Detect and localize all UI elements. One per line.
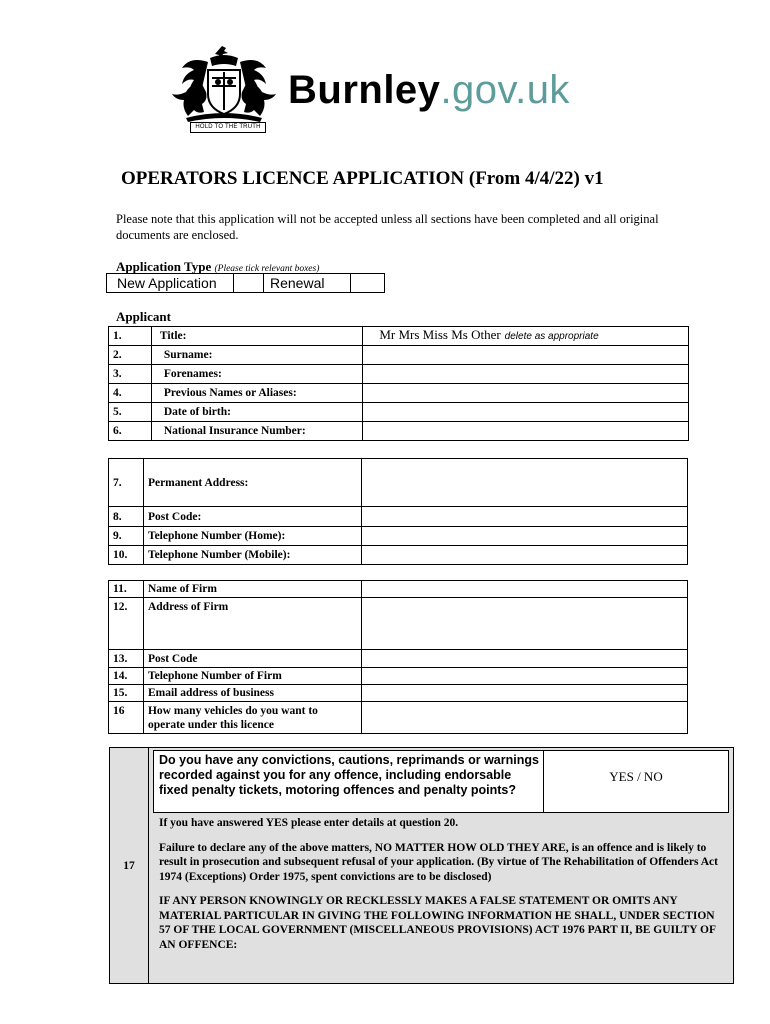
brand-domain: .gov.uk [440,68,570,112]
title-field[interactable] [363,327,689,346]
option-renewal: Renewal [264,274,351,292]
firm-name-field[interactable] [361,581,687,598]
field-label: Date of birth: [151,403,362,422]
table-row [109,327,689,346]
row-number: 10. [109,546,144,565]
field-label: Address of Firm [143,598,361,650]
vehicle-count-field[interactable] [361,702,687,734]
applicant-table [108,326,689,441]
address-table [108,458,688,565]
field-label: Telephone Number (Home): [143,527,361,546]
convictions-section [109,747,734,984]
row-number: 14. [109,668,144,685]
firm-table [108,580,688,734]
field-label: Telephone Number of Firm [143,668,361,685]
surname-field[interactable] [363,346,689,365]
row-number: 8. [109,507,144,527]
yes-no-answer[interactable]: YES / NO [544,750,729,813]
convictions-guidance [159,816,724,952]
forenames-field[interactable] [363,365,689,384]
row-number: 15. [109,685,144,702]
table-row [109,459,688,507]
row-number: 7. [109,459,144,507]
brand-wordmark [288,70,570,110]
table-row [109,346,689,365]
table-row [109,384,689,403]
firm-post-code-field[interactable] [361,650,687,668]
guidance-paragraph: IF ANY PERSON KNOWINGLY OR RECKLESSLY MAKES A FALSE STATEMENT OR OMITS ANY MATERIAL PARTICULAR IN GIVING THE FOLLOWING INFORMATION HE SHALL, UNDER SECTION 57 OF THE LOCAL GOVERNMENT (MISCELLANEOUS PROVISIONS) ACT 1976 PART II, BE GUILTY OF AN OFFENCE: [159,895,716,951]
home-phone-field[interactable] [361,527,687,546]
table-row [109,527,688,546]
field-label: Title: [151,327,362,346]
row-number: 1. [109,327,152,346]
applicant-heading: Applicant [116,309,171,324]
field-label: Email address of business [143,685,361,702]
field-label: How many vehicles do you want to operate under this licence [143,702,361,734]
field-label: Post Code [143,650,361,668]
table-row [109,581,688,598]
table-row [109,365,689,384]
row-number: 5. [109,403,152,422]
firm-address-field[interactable] [361,598,687,650]
field-label: Name of Firm [143,581,361,598]
brand-main: Burnley [288,68,441,112]
completion-notice: Please note that this application will not be accepted unless all sections have been completed and all original documents are enclosed. [116,212,659,242]
national-insurance-field[interactable] [363,422,689,441]
date-of-birth-field[interactable] [363,403,689,422]
table-row [109,598,688,650]
field-label: Forenames: [151,365,362,384]
business-email-field[interactable] [361,685,687,702]
row-number: 4. [109,384,152,403]
row-number: 12. [109,598,144,650]
field-label: Surname: [151,346,362,365]
application-type-note: (Please tick relevant boxes) [214,264,320,274]
row-number: 9. [109,527,144,546]
table-row [109,702,688,734]
title-note: delete as appropriate [504,331,599,342]
field-label: Telephone Number (Mobile): [143,546,361,565]
table-row [109,685,688,702]
row-number: 17 [110,748,149,983]
table-row [109,668,688,685]
guidance-paragraph: If you have answered YES please enter details at question 20. [159,817,459,829]
table-row [109,546,688,565]
table-row [109,507,688,527]
application-type-options [106,273,385,293]
option-new-application: New Application [107,274,234,292]
crest-motto: HOLD TO THE TRUTH [190,122,266,133]
application-type-label: Application Type [116,259,212,274]
field-label: Post Code: [143,507,361,527]
field-label: National Insurance Number: [151,422,362,441]
previous-names-field[interactable] [363,384,689,403]
document-title: OPERATORS LICENCE APPLICATION (From 4/4/22) v1 [121,168,604,189]
guidance-paragraph: Failure to declare any of the above matters, NO MATTER HOW OLD THEY ARE, is an offence and is likely to result in prosecution and subsequent refusal of your application. (By virtue of The Rehabilitation of Offenders Act 1974 (Exceptions) Order 1975, spent convictions are to be disclosed) [159,841,718,883]
convictions-body [149,748,733,983]
permanent-address-field[interactable] [361,459,687,507]
row-number: 2. [109,346,152,365]
row-number: 3. [109,365,152,384]
title-options: Mr Mrs Miss Ms Other [379,327,501,342]
table-row [109,650,688,668]
firm-phone-field[interactable] [361,668,687,685]
table-row [109,403,689,422]
table-row [109,422,689,441]
row-number: 6. [109,422,152,441]
row-number: 13. [109,650,144,668]
row-number: 16 [109,702,144,734]
burnley-logo [168,44,618,136]
new-application-checkbox[interactable] [234,274,264,292]
row-number: 11. [109,581,144,598]
post-code-field[interactable] [361,507,687,527]
field-label: Previous Names or Aliases: [151,384,362,403]
mobile-phone-field[interactable] [361,546,687,565]
convictions-question: Do you have any convictions, cautions, reprimands or warnings recorded against you for any offence, including endorsable fixed penalty tickets, motoring offences and penalty points? [153,750,544,813]
field-label: Permanent Address: [143,459,361,507]
renewal-checkbox[interactable] [351,274,384,292]
